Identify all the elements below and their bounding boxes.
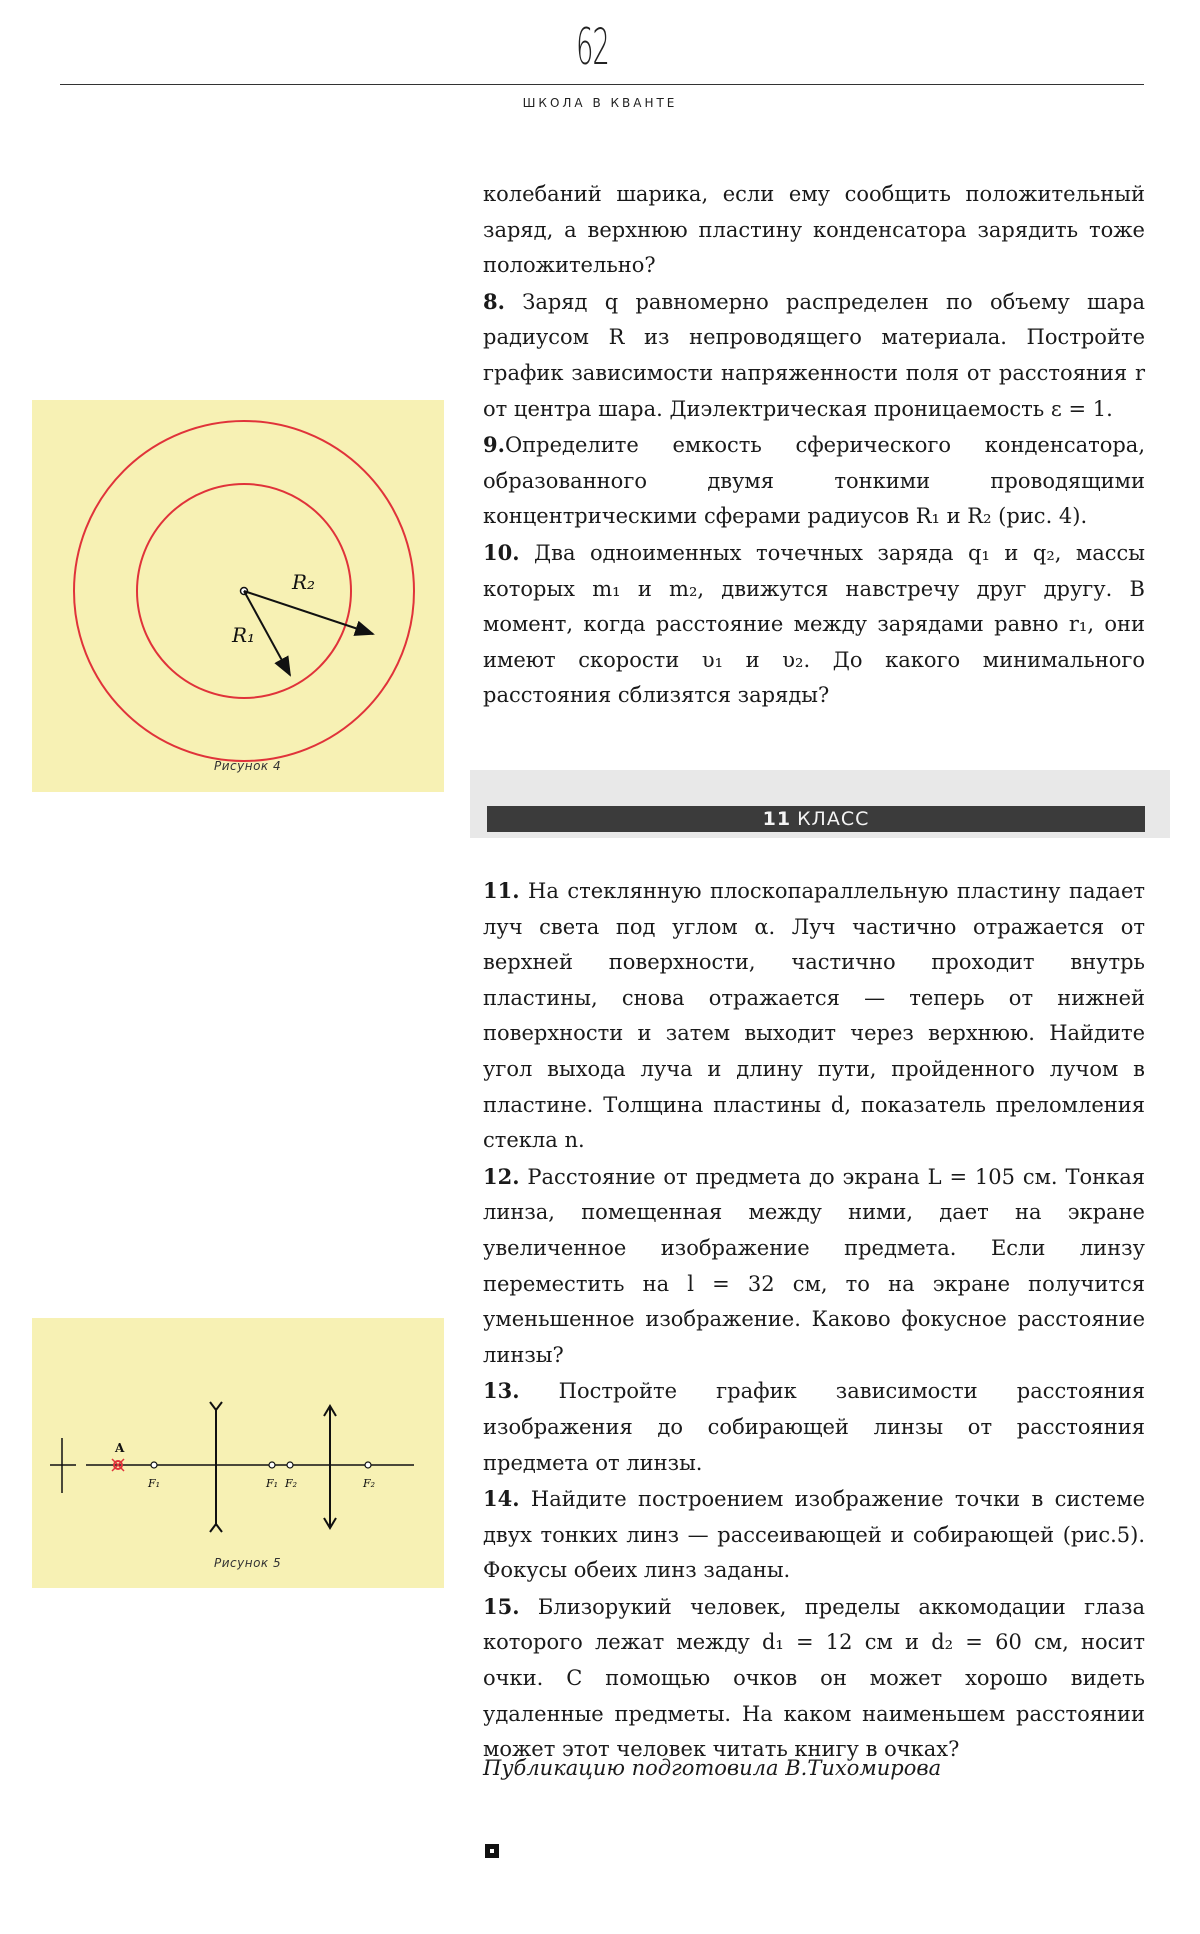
problem-8: 8. Заряд q равномерно распределен по объему шара радиусом R из непроводящего материала. Постройте график зависимости напряженности поля от расстояния r от центра шара. Диэлектрическая проницаемость ε = 1. xyxy=(483,288,1145,421)
problem-continuation: колебаний шарика, если ему сообщить положительный заряд, а верхнюю пластину конденсатора зарядить тоже положительно? xyxy=(483,182,1145,278)
label-f1-right: F₁ xyxy=(266,1477,279,1490)
problem-15: 15. Близорукий человек, пределы аккомодации глаза которого лежат между d₁ = 12 см и d₂ = 60 см, носит очки. С помощью очков он может хорошо видеть удаленные предметы. На каком наименьшем расстоянии может этот человек читать книгу в очках? xyxy=(483,1593,1145,1762)
problems-bottom xyxy=(483,873,1145,1768)
problem-14: 14. Найдите построением изображение точки в системе двух тонких линз — рассеивающей и собирающей (рис.5). Фокусы обеих линз заданы. xyxy=(483,1486,1146,1583)
figure-5-drawing xyxy=(32,1318,444,1588)
label-r2: R₂ xyxy=(292,570,316,594)
label-f2-right: F₂ xyxy=(363,1477,376,1490)
label-a: A xyxy=(115,1441,125,1455)
figure-4 xyxy=(32,400,444,792)
focus-f1-left xyxy=(151,1462,157,1468)
end-of-article-mark xyxy=(485,1844,499,1858)
figure-4-caption: Рисунок 4 xyxy=(214,759,282,773)
figure-4-drawing xyxy=(32,400,444,792)
figure-5 xyxy=(32,1318,444,1588)
label-r1: R₁ xyxy=(232,623,256,647)
figure-5-caption: Рисунок 5 xyxy=(214,1556,282,1570)
problem-9: 9.Определите емкость сферического конденсатора, образованного двумя тонкими проводящими концентрическими сферами радиусов R₁ и R₂ (рис. 4). xyxy=(483,432,1145,529)
focus-f2-left xyxy=(287,1462,293,1468)
page-number: 62 xyxy=(576,18,609,76)
label-f2-left: F₂ xyxy=(285,1477,298,1490)
problem-13: 13. Постройте график зависимости расстояния изображения до собирающей линзы от расстояния предмета от линзы. xyxy=(483,1378,1145,1475)
problem-11: 11. На стеклянную плоскопараллельную пластину падает луч света под углом α. Луч частично отражается от верхней поверхности, частично проходит внутрь пластины, снова отражается — теперь от нижней поверхности и затем выходит через верхнюю. Найдите угол выхода луча и длину пути, пройденного лучом в пластине. Толщина пластины d, показатель преломления стекла n. xyxy=(483,878,1145,1153)
problem-12: 12. Расстояние от предмета до экрана L = 105 см. Тонкая линза, помещенная между ними, дает на экране увеличенное изображение предмета. Если линзу переместить на l = 32 см, то на экране получится уменьшенное изображение. Каково фокусное расстояние линзы? xyxy=(483,1163,1145,1367)
grade-label: КЛАСС xyxy=(797,808,870,830)
section-header xyxy=(487,806,1145,832)
running-title: ШКОЛА В КВАНТЕ xyxy=(522,96,678,110)
problem-10: 10. Два одноименных точечных заряда q₁ и q₂, массы которых m₁ и m₂, движутся навстречу друг другу. В момент, когда расстояние между зарядами равно r₁, они имеют скорости υ₁ и υ₂. До какого минимального расстояния сблизятся заряды? xyxy=(483,539,1145,708)
grade-number: 11 xyxy=(762,808,792,830)
focus-f2-right xyxy=(365,1462,371,1468)
publication-credit: Публикацию подготовила В.Тихомирова xyxy=(483,1756,942,1780)
problems-top xyxy=(483,177,1145,714)
header-rule xyxy=(60,84,1144,85)
focus-f1-right xyxy=(269,1462,275,1468)
label-f1-left: F₁ xyxy=(148,1477,161,1490)
